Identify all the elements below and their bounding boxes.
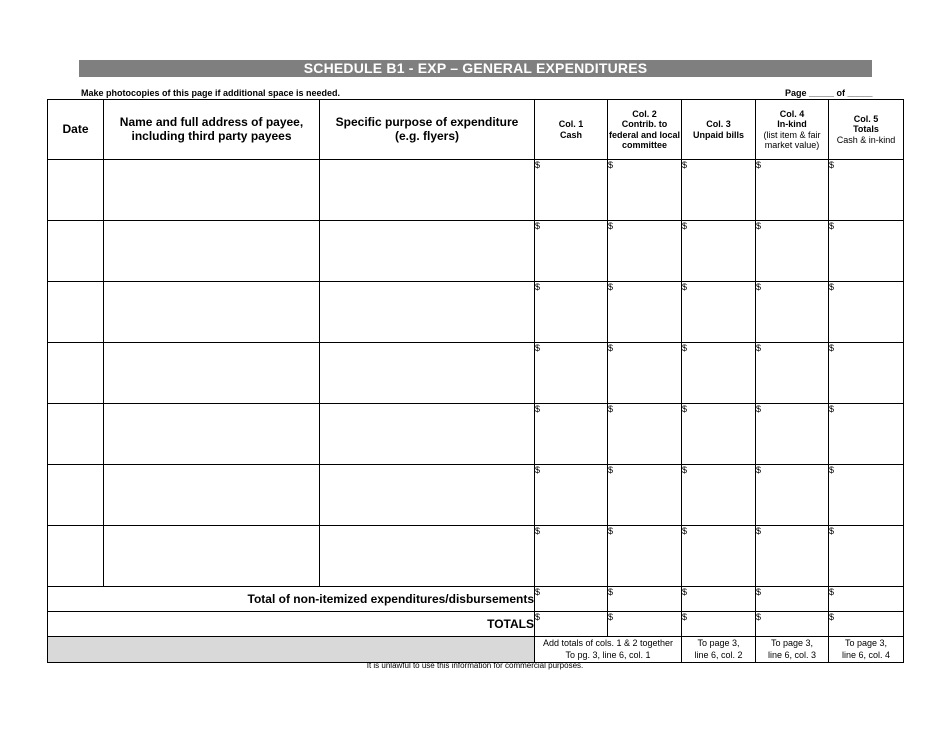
payee-cell[interactable]	[104, 465, 320, 526]
payee-cell[interactable]	[104, 526, 320, 587]
col1-cell[interactable]: $	[535, 404, 608, 465]
purpose-cell[interactable]	[320, 343, 535, 404]
col2-cell[interactable]: $	[608, 282, 682, 343]
col3-name: Col. 3	[706, 119, 731, 130]
non-itemized-col1[interactable]: $	[535, 587, 608, 612]
col2-name: Col. 2	[632, 108, 657, 119]
col5-note	[829, 637, 904, 663]
col3-cell[interactable]: $	[682, 282, 756, 343]
date-cell[interactable]	[48, 221, 104, 282]
entry-row	[48, 465, 904, 526]
entry-row	[48, 526, 904, 587]
purpose-header-line1: Specific purpose of expenditure	[335, 114, 519, 129]
col4-cell[interactable]: $	[756, 526, 829, 587]
col1-cell[interactable]: $	[535, 526, 608, 587]
col5-cell[interactable]: $	[829, 465, 904, 526]
col4-note	[756, 637, 829, 663]
entry-rows	[48, 160, 904, 587]
col2-cell[interactable]: $	[608, 221, 682, 282]
purpose-cell[interactable]	[320, 465, 535, 526]
header-row	[48, 100, 904, 160]
col5-cell[interactable]: $	[829, 526, 904, 587]
col4-cell[interactable]: $	[756, 404, 829, 465]
col2-cell[interactable]: $	[608, 526, 682, 587]
non-itemized-col5[interactable]: $	[829, 587, 904, 612]
photocopy-note: Make photocopies of this page if additional space is needed.	[81, 88, 341, 98]
date-cell[interactable]	[48, 465, 104, 526]
col5-header	[829, 100, 904, 160]
col5-cell[interactable]: $	[829, 343, 904, 404]
col1-cell[interactable]: $	[535, 343, 608, 404]
totals-row	[48, 612, 904, 637]
col1-cell[interactable]: $	[535, 465, 608, 526]
page-number-field[interactable]: Page _____ of _____	[785, 88, 873, 98]
totals-col4[interactable]: $	[756, 612, 829, 637]
col1-cell[interactable]: $	[535, 282, 608, 343]
col3-header	[682, 100, 756, 160]
col5-note-line2: line 6, col. 4	[841, 649, 891, 660]
entry-row	[48, 282, 904, 343]
schedule-title: SCHEDULE B1 - EXP – GENERAL EXPENDITURES	[79, 60, 872, 77]
col3-note-line1: To page 3,	[697, 638, 740, 649]
date-cell[interactable]	[48, 343, 104, 404]
col4-cell[interactable]: $	[756, 343, 829, 404]
col1-cell[interactable]: $	[535, 221, 608, 282]
col2-cell[interactable]: $	[608, 465, 682, 526]
col4-note-line2: line 6, col. 3	[767, 649, 817, 660]
col3-cell[interactable]: $	[682, 221, 756, 282]
non-itemized-row	[48, 587, 904, 612]
non-itemized-label: Total of non-itemized expenditures/disbursements	[48, 587, 535, 612]
col1-name: Col. 1	[558, 119, 584, 130]
date-cell[interactable]	[48, 526, 104, 587]
purpose-cell[interactable]	[320, 526, 535, 587]
col4-desc: In-kind	[777, 119, 807, 130]
expenditures-table	[47, 99, 904, 663]
col3-cell[interactable]: $	[682, 160, 756, 221]
col5-name: Col. 5	[853, 113, 879, 124]
entry-row	[48, 221, 904, 282]
non-itemized-col4[interactable]: $	[756, 587, 829, 612]
non-itemized-col2[interactable]: $	[608, 587, 682, 612]
purpose-header-line2: (e.g. flyers)	[394, 128, 460, 143]
col3-note-line2: line 6, col. 2	[694, 649, 743, 660]
col2-cell[interactable]: $	[608, 160, 682, 221]
cols-1-2-note	[535, 637, 682, 663]
col4-name: Col. 4	[779, 108, 805, 119]
date-cell[interactable]	[48, 404, 104, 465]
disclaimer: It is unlawful to use this information for commercial purposes.	[366, 661, 584, 670]
col2-header	[608, 100, 682, 160]
col4-note-line1: To page 3,	[770, 638, 814, 649]
col5-extra: Cash & in-kind	[836, 134, 896, 145]
totals-label: TOTALS	[48, 612, 535, 637]
col4-header	[756, 100, 829, 160]
cols-1-2-note-line2: To pg. 3, line 6, col. 1	[565, 649, 651, 660]
col5-cell[interactable]: $	[829, 404, 904, 465]
col2-cell[interactable]: $	[608, 404, 682, 465]
cols-1-2-note-line1: Add totals of cols. 1 & 2 together	[542, 638, 674, 649]
totals-col3[interactable]: $	[682, 612, 756, 637]
col4-cell[interactable]: $	[756, 221, 829, 282]
date-cell[interactable]	[48, 160, 104, 221]
purpose-cell[interactable]	[320, 282, 535, 343]
payee-cell[interactable]	[104, 160, 320, 221]
col3-cell[interactable]: $	[682, 465, 756, 526]
payee-cell[interactable]	[104, 343, 320, 404]
col3-cell[interactable]: $	[682, 404, 756, 465]
col2-cell[interactable]: $	[608, 343, 682, 404]
purpose-cell[interactable]	[320, 160, 535, 221]
entry-row	[48, 404, 904, 465]
col1-header	[535, 100, 608, 160]
col1-cell[interactable]: $	[535, 160, 608, 221]
totals-col2[interactable]: $	[608, 612, 682, 637]
totals-col1[interactable]: $	[535, 612, 608, 637]
purpose-header	[320, 100, 535, 160]
col5-cell[interactable]: $	[829, 160, 904, 221]
purpose-cell[interactable]	[320, 404, 535, 465]
totals-col5[interactable]: $	[829, 612, 904, 637]
col5-desc: Totals	[853, 124, 879, 135]
col2-desc: Contrib. to federal and local committee	[608, 119, 681, 150]
col4-cell[interactable]: $	[756, 282, 829, 343]
col3-cell[interactable]: $	[682, 526, 756, 587]
col5-note-line1: To page 3,	[844, 638, 888, 649]
col3-note	[682, 637, 756, 663]
col3-desc: Unpaid bills	[692, 129, 744, 140]
col4-cell[interactable]: $	[756, 465, 829, 526]
payee-header: Name and full address of payee, including third party payees	[104, 100, 320, 160]
col3-cell[interactable]: $	[682, 343, 756, 404]
col5-cell[interactable]: $	[829, 221, 904, 282]
date-cell[interactable]	[48, 282, 104, 343]
shaded-cell	[48, 637, 535, 663]
payee-cell[interactable]	[104, 282, 320, 343]
date-header: Date	[48, 100, 104, 160]
col4-extra: (list item & fair market value)	[763, 129, 821, 150]
purpose-cell[interactable]	[320, 221, 535, 282]
entry-row	[48, 343, 904, 404]
payee-cell[interactable]	[104, 221, 320, 282]
transfer-notes-row	[48, 637, 904, 663]
col4-cell[interactable]: $	[756, 160, 829, 221]
col1-desc: Cash	[559, 129, 582, 140]
entry-row	[48, 160, 904, 221]
col5-cell[interactable]: $	[829, 282, 904, 343]
payee-cell[interactable]	[104, 404, 320, 465]
non-itemized-col3[interactable]: $	[682, 587, 756, 612]
